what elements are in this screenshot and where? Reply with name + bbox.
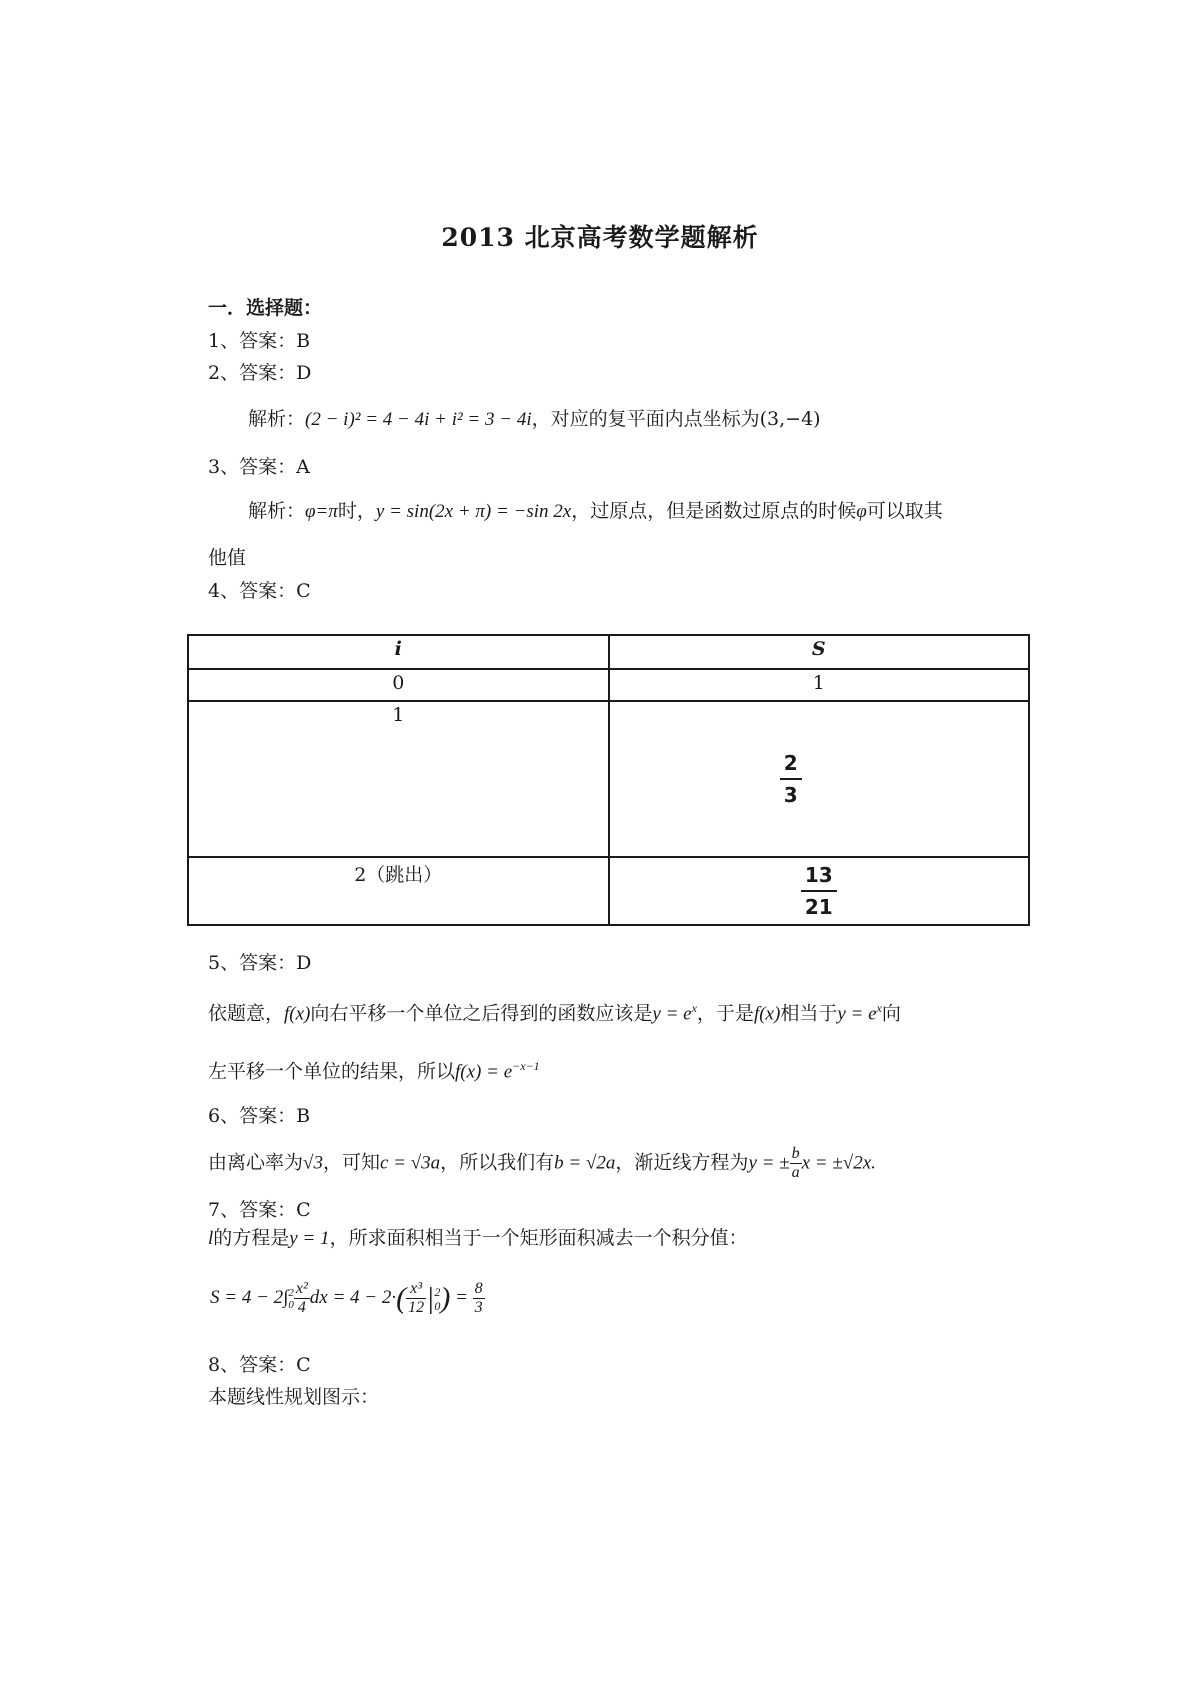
analysis-text: 可以取其 <box>866 500 943 522</box>
answer-8: 8、答案：C <box>208 1354 311 1376</box>
analysis-3 <box>248 498 943 525</box>
analysis-text: ，可知 <box>322 1151 380 1174</box>
analysis-text: ，渐近线方程为 <box>615 1151 749 1174</box>
formula: dx = 4 − 2· <box>309 1286 397 1308</box>
formula: f(x) <box>284 1003 311 1025</box>
table-cell: 2（跳出） <box>188 857 609 925</box>
formula: x = ±√2x. <box>801 1152 876 1174</box>
table-header-row <box>188 635 1029 669</box>
analysis-text: 的方程是 <box>213 1227 290 1249</box>
fraction-denominator: 4 <box>297 1299 306 1316</box>
paren-open: ( <box>396 1281 407 1315</box>
formula: S = 4 − 2∫ <box>210 1286 289 1308</box>
analysis-text: ，所以我们有 <box>440 1151 555 1174</box>
analysis-5 <box>208 995 901 1027</box>
lower-limit: 0 <box>434 1298 441 1313</box>
analysis-text: 向右平移一个单位之后得到的函数应该是 <box>310 1002 653 1025</box>
formula: = <box>450 1286 473 1308</box>
answer-5: 5、答案：D <box>208 952 312 974</box>
fraction-denominator: 3 <box>474 1299 483 1316</box>
formula: f(x) <box>753 1003 781 1025</box>
table-cell: 1 <box>188 701 609 857</box>
formula: f(x) = e <box>455 1061 513 1083</box>
answer-1: 1、答案：B <box>208 330 311 352</box>
fraction-numerator: 13 <box>801 860 837 892</box>
lower-limit: 0 <box>288 1298 294 1311</box>
analysis-3-continued: 他值 <box>208 547 247 569</box>
table-header: S <box>609 635 1030 669</box>
answer-3: 3、答案：A <box>208 456 310 478</box>
formula-superscript: x <box>876 1001 882 1015</box>
table-row <box>188 701 1029 857</box>
formula: b = √2a <box>554 1152 616 1174</box>
analysis-text: ，对应的复平面内点坐标为(3,−4) <box>531 408 821 430</box>
formula: y = 1 <box>289 1228 330 1249</box>
table-cell: 1 <box>609 669 1030 701</box>
formula: y = e <box>652 1003 692 1025</box>
table-header: i <box>188 635 609 669</box>
formula-superscript: −x−1 <box>512 1059 540 1073</box>
analysis-text: 依题意， <box>208 1002 285 1025</box>
analysis-text: ，于是 <box>696 1002 754 1025</box>
fraction-numerator: 8 <box>474 1280 483 1297</box>
formula: y = sin(2x + π) = −sin 2x <box>375 501 572 522</box>
formula: y = ± <box>748 1152 790 1174</box>
analysis-text: ，所求面积相当于一个矩形面积减去一个积分值： <box>329 1227 748 1249</box>
analysis-text: 时， <box>337 500 376 522</box>
formula: y = e <box>837 1003 877 1025</box>
fraction <box>790 1145 802 1182</box>
iteration-table <box>187 634 1030 926</box>
formula-superscript: x <box>691 1001 697 1015</box>
analysis-label: 解析： <box>248 408 306 430</box>
fraction-numerator: b <box>791 1145 800 1162</box>
formula: φ <box>856 501 867 522</box>
fraction-denominator: a <box>791 1164 800 1181</box>
formula: (2 − i)² = 4 − 4i + i² = 3 − 4i <box>305 409 532 430</box>
analysis-label: 解析： <box>248 500 306 522</box>
fraction <box>801 860 837 922</box>
answer-2: 2、答案：D <box>208 362 312 384</box>
fraction-numerator: x³ <box>406 1280 426 1299</box>
fraction <box>406 1280 426 1317</box>
integral-formula <box>210 1280 485 1317</box>
analysis-8: 本题线性规划图示： <box>208 1386 380 1408</box>
fraction-denominator: 3 <box>783 783 798 807</box>
answer-7: 7、答案：C <box>208 1199 311 1221</box>
analysis-text: ，过原点，但是函数过原点的时候 <box>571 500 857 522</box>
analysis-5-continued <box>208 1053 540 1085</box>
fraction-denominator: 21 <box>804 895 833 919</box>
table-row <box>188 669 1029 701</box>
upper-limit: 2 <box>288 1286 294 1299</box>
formula: φ=π <box>305 501 338 522</box>
paren-close: ) <box>440 1281 451 1315</box>
formula: l <box>208 1228 214 1249</box>
analysis-2 <box>248 406 821 433</box>
table-cell: 0 <box>188 669 609 701</box>
evaluation-bar: | <box>426 1281 435 1315</box>
answer-4: 4、答案：C <box>208 580 311 602</box>
analysis-text: 相当于 <box>780 1002 838 1025</box>
fraction <box>294 1280 310 1317</box>
table-row <box>188 857 1029 925</box>
answer-6: 6、答案：B <box>208 1105 311 1127</box>
fraction-denominator: 12 <box>408 1299 425 1316</box>
page-title: 2013 北京高考数学题解析 <box>441 223 759 252</box>
analysis-6 <box>208 1145 876 1182</box>
analysis-text: 由离心率为 <box>208 1151 304 1174</box>
section-heading: 一．选择题： <box>208 297 323 319</box>
analysis-7 <box>208 1225 748 1252</box>
formula: c = √3a <box>379 1152 441 1174</box>
fraction-numerator: 2 <box>780 748 802 780</box>
formula: √3 <box>303 1152 323 1174</box>
fraction-numerator: x² <box>295 1280 308 1297</box>
table-cell <box>609 701 1030 857</box>
analysis-text: 左平移一个单位的结果，所以 <box>208 1060 456 1083</box>
analysis-text: 向 <box>881 1002 901 1025</box>
fraction <box>473 1280 485 1317</box>
table-cell <box>609 857 1030 925</box>
fraction <box>780 748 802 810</box>
upper-limit: 2 <box>434 1284 441 1299</box>
